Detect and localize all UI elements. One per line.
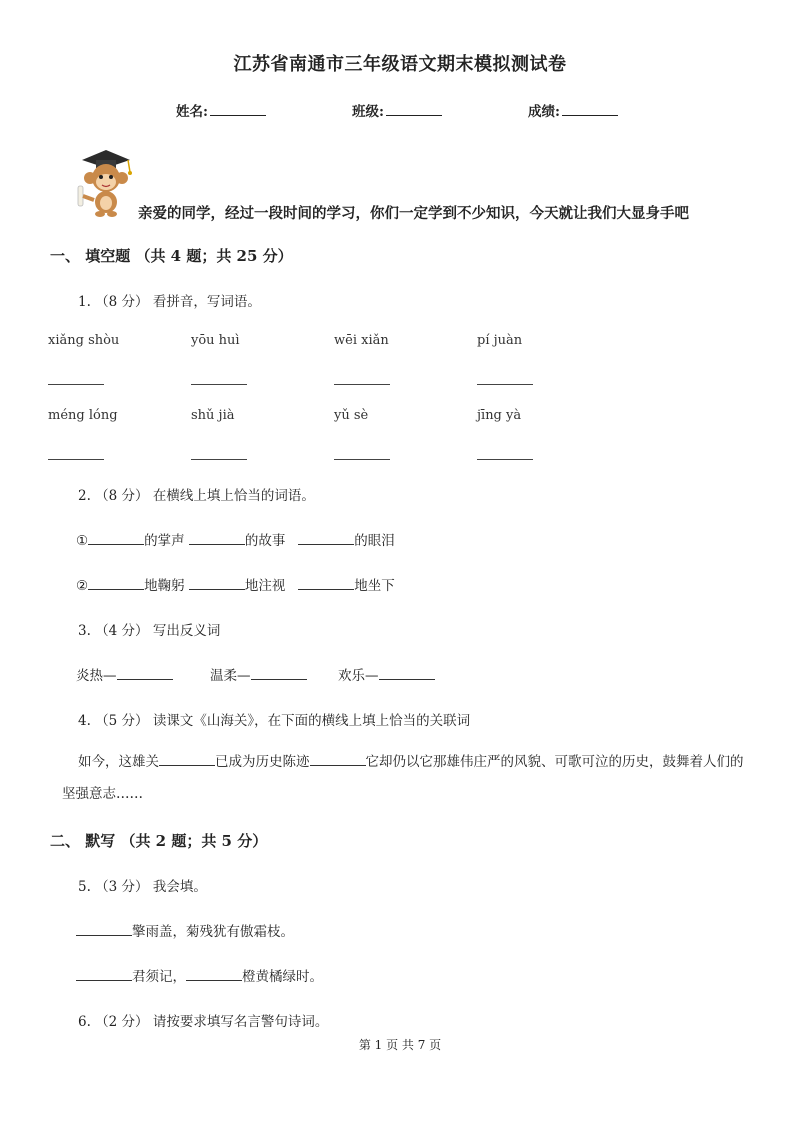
name-blank[interactable] [210,102,266,116]
fill-line-2 [76,574,395,594]
question-1-header: 1. （8 分） 看拼音，写词语。 [78,294,261,310]
circled-number: ② [76,578,89,594]
answer-blank[interactable] [334,384,390,385]
answer-blank[interactable] [298,577,354,590]
antonym-item [338,664,435,684]
poem-text: 擎雨盖，菊残犹有傲霜枝。 [132,924,294,940]
answer-blank[interactable] [251,667,307,680]
section-1-title: 一、 填空题 （共 4 题；共 25 分） [50,247,293,265]
answer-blank[interactable] [88,532,144,545]
answer-blank[interactable] [76,923,132,936]
pinyin-item: yǔ sè [334,408,369,423]
answer-blank[interactable] [88,577,144,590]
question-2-header: 2. （8 分） 在横线上填上恰当的词语。 [78,488,315,504]
antonym-item [76,664,173,684]
answer-blank[interactable] [48,459,104,460]
score-field[interactable] [528,100,618,120]
section-2-title: 二、 默写 （共 2 题；共 5 分） [50,832,268,850]
passage-text: 它却仍以它那雄伟庄严的风貌、可歌可泣的历史，鼓舞着人们的坚强意志…… [62,754,744,802]
answer-blank[interactable] [189,532,245,545]
pinyin-item: méng lóng [48,408,118,423]
answer-blank[interactable] [76,968,132,981]
poem-text: 君须记， [132,969,186,985]
greeting-text: 亲爱的同学，经过一段时间的学习，你们一定学到不少知识，今天就让我们大显身手吧 [138,205,689,222]
answer-blank[interactable] [189,577,245,590]
poem-text: 橙黄橘绿时。 [242,969,323,985]
fill-item: 地注视 [244,578,286,594]
answer-blank[interactable] [186,968,242,981]
answer-blank[interactable] [191,459,247,460]
name-label: 姓名: [176,104,208,120]
pinyin-item: shǔ jià [191,408,235,423]
passage-text: 如今，这雄关 [78,754,159,770]
question-4-header: 4. （5 分） 读课文《山海关》，在下面的横线上填上恰当的关联词 [78,713,471,729]
score-blank[interactable] [562,102,618,116]
answer-blank[interactable] [477,384,533,385]
answer-blank[interactable] [191,384,247,385]
question-3-header: 3. （4 分） 写出反义词 [78,623,221,639]
monkey-mascot-icon [72,146,136,218]
class-blank[interactable] [386,102,442,116]
fill-item: 的掌声 [144,533,185,549]
pinyin-item: wēi xiǎn [334,333,389,348]
answer-blank[interactable] [117,667,173,680]
class-field[interactable] [352,100,442,120]
answer-blank[interactable] [159,753,215,766]
antonym-word: 温柔— [210,668,251,684]
antonym-item [210,664,307,684]
passage-text: 已成为历史陈迹 [215,754,310,770]
fill-item: 地鞠躬 [144,578,185,594]
page-footer: 第 1 页 共 7 页 [358,1038,442,1052]
answer-blank[interactable] [379,667,435,680]
antonym-word: 炎热— [76,668,117,684]
answer-blank[interactable] [298,532,354,545]
circled-number: ① [76,533,89,549]
pinyin-item: jīng yà [477,408,522,423]
answer-blank[interactable] [310,753,366,766]
pinyin-item: pí juàn [477,333,523,348]
poem-line-2 [76,965,323,985]
answer-blank[interactable] [477,459,533,460]
answer-blank[interactable] [334,459,390,460]
pinyin-item: yōu huì [191,333,240,348]
page-title: 江苏省南通市三年级语文期末模拟测试卷 [233,54,567,75]
question-5-header: 5. （3 分） 我会填。 [78,879,207,895]
passage-paragraph [62,746,752,810]
score-label: 成绩: [528,104,560,120]
fill-item: 地坐下 [354,578,395,594]
antonym-word: 欢乐— [338,668,379,684]
fill-item: 的故事 [244,533,286,549]
class-label: 班级: [352,104,384,120]
fill-item: 的眼泪 [354,533,395,549]
question-6-header: 6. （2 分） 请按要求填写名言警句诗词。 [78,1014,329,1030]
answer-blank[interactable] [48,384,104,385]
fill-line-1 [76,529,395,549]
pinyin-item: xiǎng shòu [48,333,120,348]
poem-line-1 [76,920,294,940]
name-field[interactable] [176,100,266,120]
